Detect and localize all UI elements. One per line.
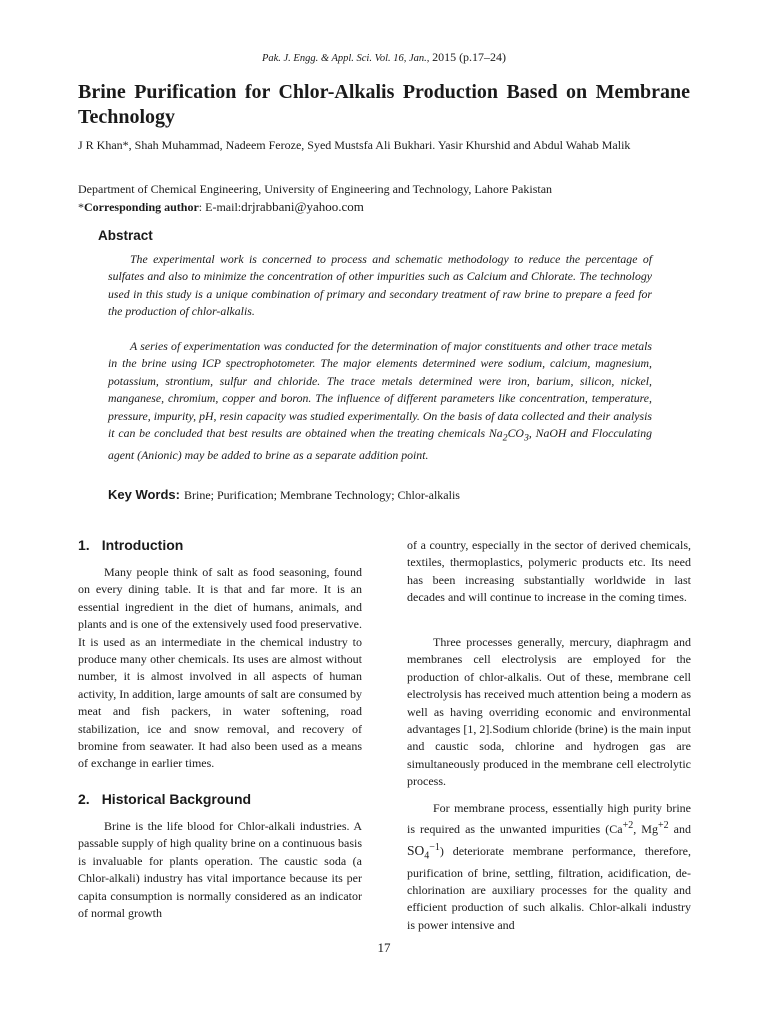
section-heading-introduction: 1. Introduction xyxy=(78,537,184,553)
author-list: J R Khan*, Shah Muhammad, Nadeem Feroze, Syed Mustsfa Ali Bukhari. Yasir Khurshid and Abdul Wahab Malik xyxy=(78,138,631,152)
historical-background-paragraph: Brine is the life blood for Chlor-alkali industries. A passable supply of high quality brine on a continuous basis is invaluable for plants operation. The caustic soda (a Chlor-alkali) industry has vital importance because its per capita consumption is normally considered as an indicator of normal growth xyxy=(78,819,362,921)
keywords-label: Key Words: xyxy=(108,487,180,502)
abstract-paragraph-1: The experimental work is concerned to process and schematic methodology to reduce the percentage of sulfates and also to minimize the concentration of other impurities such as Calcium and Chlorate. The technology used in this study is a unique combination of primary and secondary treatment of raw brine to prepare a feed for the production of chlor-alkalis. xyxy=(108,252,652,319)
paper-title: Brine Purification for Chlor-Alkalis Production Based on Membrane Technology xyxy=(78,81,690,128)
corresponding-author: *Corresponding author: E-mail:drjrabbani@yahoo.com xyxy=(78,199,364,214)
right-column-paragraph-2: Three processes generally, mercury, diaphragm and membranes cell electrolysis are employed for the production of chlor-alkalis. Out of these, membrane cell electrolysis has received much attention being a modern as well as having overriding economic and environmental advantages [1, 2].Sodium chloride (brine) is the main input and caustic soda, chlorine and hydrogen gas are simultaneously produced in the membrane cell electrolytic process. xyxy=(407,635,691,789)
keywords-text: Brine; Purification; Membrane Technology; Chlor-alkalis xyxy=(184,488,460,502)
journal-header xyxy=(0,50,768,65)
email-link[interactable]: drjrabbani@yahoo.com xyxy=(241,199,364,214)
journal-year-pages: 2015 (p.17–24) xyxy=(432,50,507,64)
right-column-paragraph-3: For membrane process, essentially high purity brine is required as the unwanted impurities ($Ca^{+2}$, $Mg^{+2}$ and $SO_4^{-1}$) deteriorate membrane performance, therefore, purification of brine, settling, filtration, acidification, de-chlorination are auxiliary processes for the quality and efficient production of such alkalis. Chlor-alkali industry is power intensive and xyxy=(407,801,692,932)
page-number: 17 xyxy=(377,940,391,955)
corresponding-label: Corresponding author xyxy=(84,200,199,214)
abstract-heading: Abstract xyxy=(98,228,153,243)
affiliation: Department of Chemical Engineering, University of Engineering and Technology, Lahore Pakistan xyxy=(78,182,553,196)
abstract-paragraph-2: A series of experimentation was conducted for the determination of major constituents and other trace metals in the brine using ICP spectrophotometer. The major elements determined were sodium, calcium, magnesium, potassium, strontium, sulfur and chloride. The trace metals determined were iron, barium, silicon, nickel, manganese, chromium, copper and boron. The influence of different parameters like concentration, temperature, pressure, impurity, pH, resin capacity was studied experimentally. On the basis of data collected and their analysis it can be concluded that best results are obtained when the treating chemicals $Na_2CO_3$, NaOH and Flocculating agent (Anionic) may be added to brine as a separate addition point. xyxy=(108,339,652,462)
introduction-paragraph: Many people think of salt as food seasoning, found on every dining table. It is that and far more. It is an essential ingredient in the diet of humans, animals, and plants and is one of the extensively used food preservative. It is used as an intermediate in the chemical industry to produce many other chemicals. Its uses are almost without number, it is almost involved in all aspects of human activity, In addition, large amounts of salt are consumed by meat and fish packers, in water softening, road stabilization, ice and snow removal, and recovery of bromine from seawater. It had also been used as a means of exchange in earlier times. xyxy=(78,565,362,771)
affiliation-block xyxy=(78,181,690,216)
journal-citation: Pak. J. Engg. & Appl. Sci. Vol. 16, Jan., xyxy=(261,53,430,64)
section-heading-historical-background: 2. Historical Background xyxy=(78,791,252,807)
keywords xyxy=(108,487,460,503)
right-column-paragraph-1: of a country, especially in the sector of derived chemicals, textiles, thermoplastics, polymeric products etc. Its need has been increasing substantially worldwide in last decades and will continue to increase in the coming times. xyxy=(407,538,691,605)
